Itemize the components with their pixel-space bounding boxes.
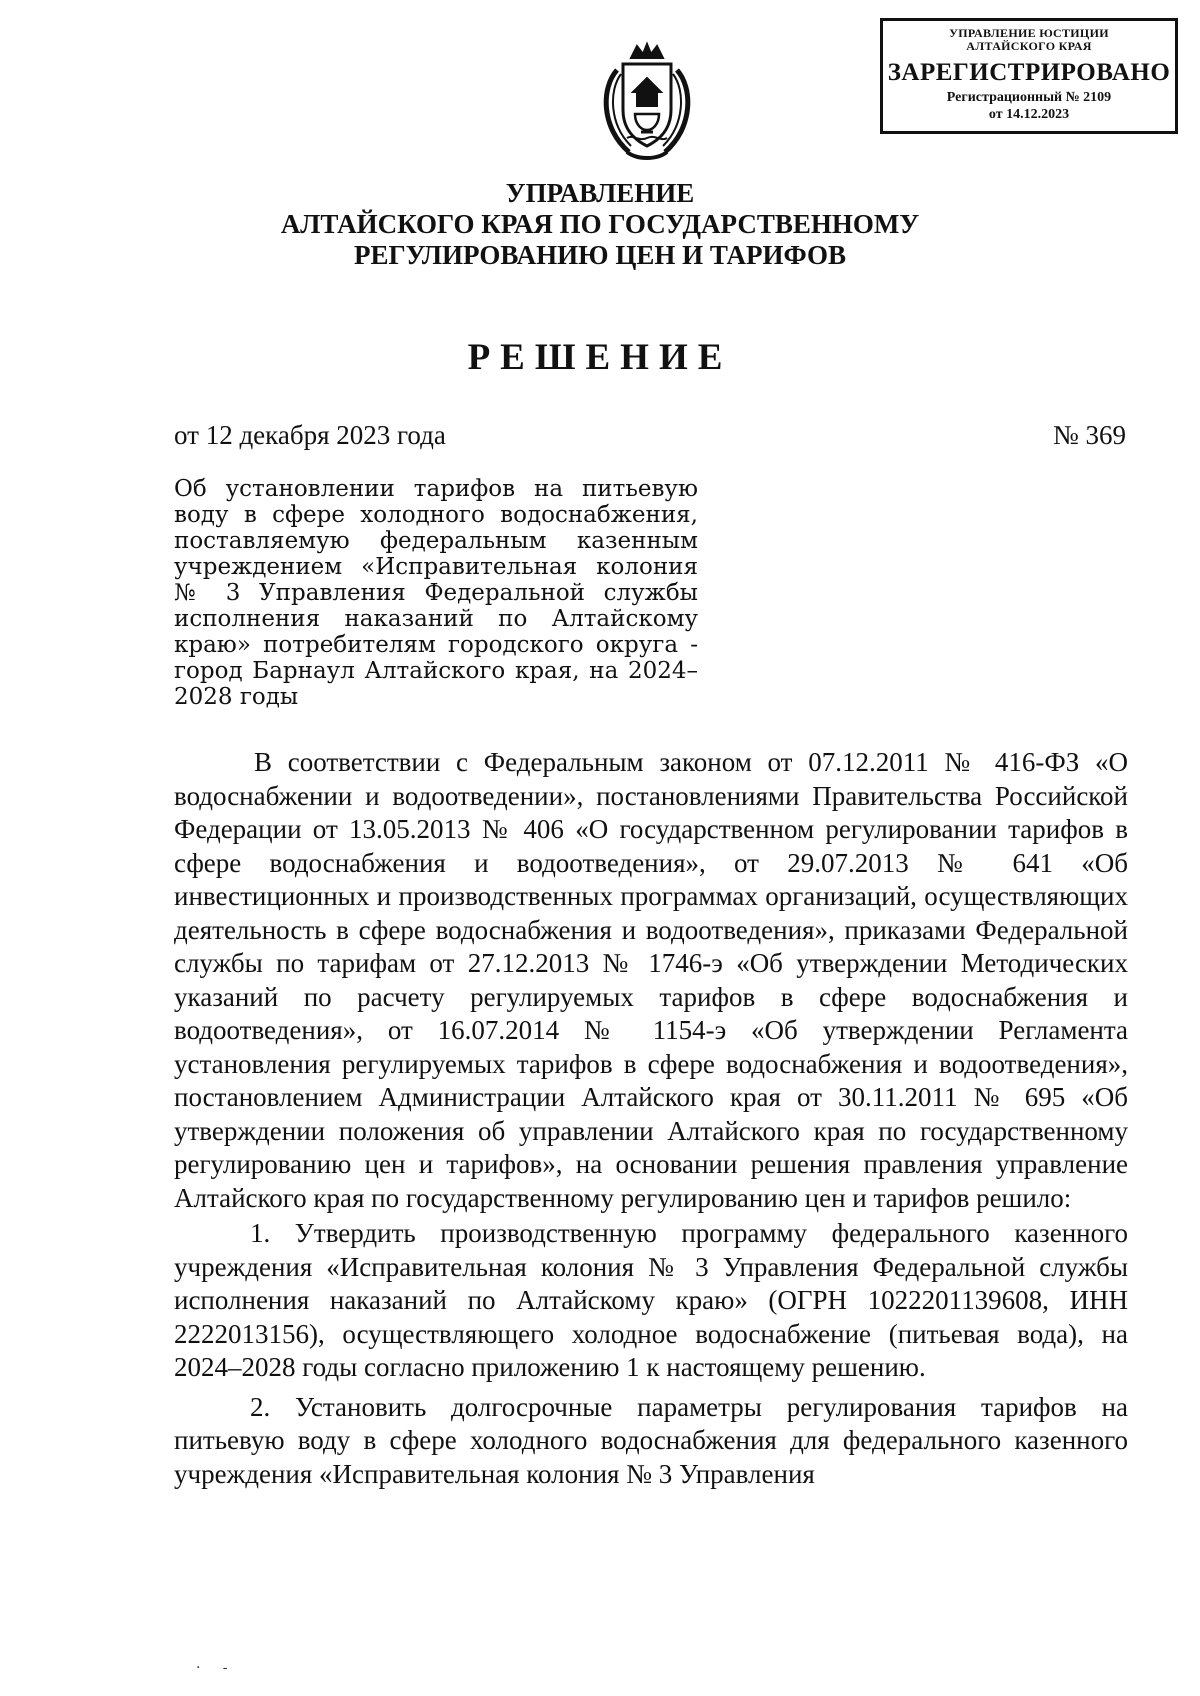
date-number-line xyxy=(174,420,1126,451)
stamp-authority-line2: АЛТАЙСКОГО КРАЯ xyxy=(966,39,1092,53)
organization-line2: АЛТАЙСКОГО КРАЯ ПО ГОСУДАРСТВЕННОМУ xyxy=(280,209,920,239)
body-item-2: 2. Установить долгосрочные параметры регулирования тарифов на питьевую воду в сфере холодного водоснабжения для федерального казенного учреждения «Исправительная колония № 3 Управления xyxy=(174,1391,1128,1489)
organization-line3: РЕГУЛИРОВАНИЮ ЦЕН И ТАРИФОВ xyxy=(353,240,847,270)
document-date: от 12 декабря 2023 года xyxy=(174,420,446,450)
body-preamble: В соответствии с Федеральным законом от 07.12.2011 № 416-ФЗ «О водоснабжении и водоотведении», постановлениями Правительства Российской Федерации от 13.05.2013 № 406 «О государственном регулировании тарифов в сфере водоснабжения и водоотведения», от 29.07.2013 № 641 «Об инвестиционных и производственных программах организаций, осуществляющих деятельность в сфере водоснабжения и водоотведения», приказами Федеральной службы по тарифам от 27.12.2013 № 1746-э «Об утверждении Методических указаний по расчету регулируемых тарифов в сфере водоснабжения и водоотведения», от 16.07.2014 № 1154-э «Об утверждении Регламента установления регулируемых тарифов в сфере водоснабжения и водоотведения», постановлением Администрации Алтайского края от 30.11.2011 № 695 «Об утверждении положения об управлении Алтайского края по государственному регулированию цен и тарифов», на основании решения правления управление Алтайского края по государственному регулированию цен и тарифов решило: xyxy=(174,747,1128,1213)
stamp-reg-date: от 14.12.2023 xyxy=(988,107,1070,122)
organization-header xyxy=(0,178,1200,271)
body-item-1: 1. Утвердить производственную программу федерального казенного учреждения «Исправительная колония № 3 Управления Федеральной службы исполнения наказаний по Алтайскому краю» (ОГРН 1022201139608, ИНН 2222013156), осуществляющего холодное водоснабжение (питьевая вода), на 2024–2028 годы согласно приложению 1 к настоящему решению. xyxy=(174,1218,1128,1382)
scan-marks: · - xyxy=(196,1660,228,1676)
registration-stamp xyxy=(880,18,1178,134)
document-subject: Об установлении тарифов на питьевую воду в сфере холодного водоснабжения, поставляемую федеральным казенным учреждением «Исправительная колония № 3 Управления Федеральной службы исполнения наказаний по Алтайскому краю» потребителям городского округа - город Барнаул Алтайского края, на 2024–2028 годы xyxy=(174,476,698,710)
stamp-status: ЗАРЕГИСТРИРОВАНО xyxy=(887,59,1171,86)
coat-of-arms-altai-krai-icon xyxy=(593,40,701,168)
organization-line1: УПРАВЛЕНИЕ xyxy=(505,178,695,208)
stamp-authority-line1: УПРАВЛЕНИЕ ЮСТИЦИИ xyxy=(949,26,1109,40)
stamp-reg-number: Регистрационный № 2109 xyxy=(946,90,1112,105)
document-body xyxy=(174,746,1128,1491)
document-number: № 369 xyxy=(1052,420,1126,450)
document-title: РЕШЕНИЕ xyxy=(467,337,733,378)
